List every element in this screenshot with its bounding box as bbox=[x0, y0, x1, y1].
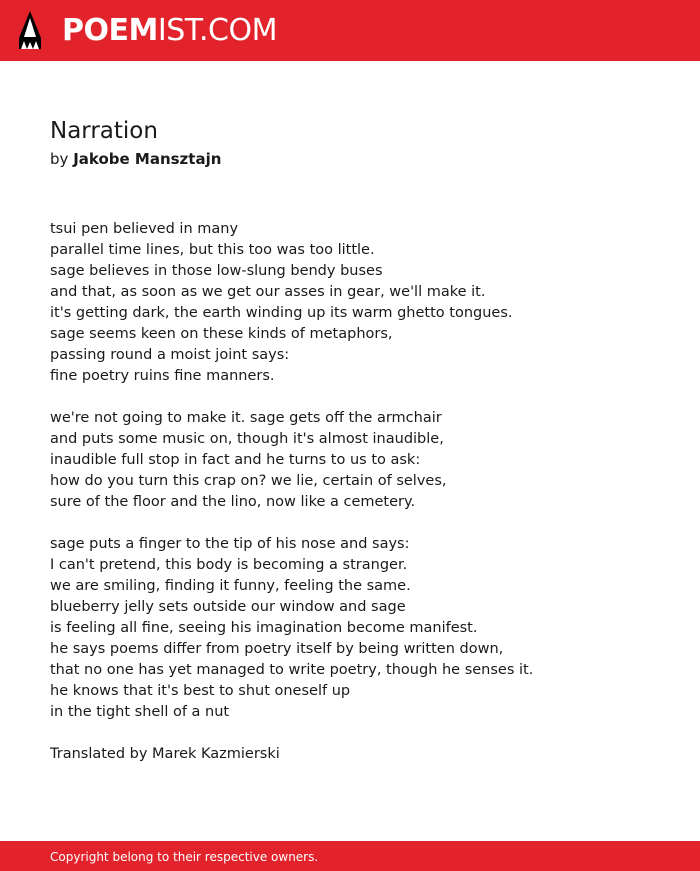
poem-line: in the tight shell of a nut bbox=[50, 704, 230, 720]
copyright-notice: Copyright belong to their respective owners. bbox=[50, 850, 319, 864]
by-label: by bbox=[50, 150, 69, 168]
poem-line: parallel time lines, but this too was too little. bbox=[50, 242, 375, 258]
site-header bbox=[0, 0, 700, 61]
poem-line: sage seems keen on these kinds of metaphors, bbox=[50, 326, 393, 342]
site-footer bbox=[0, 841, 700, 871]
poem-line: he says poems differ from poetry itself by being written down, bbox=[50, 641, 504, 657]
translator-credit: Translated by Marek Kazmierski bbox=[50, 746, 280, 762]
poem-line: sage believes in those low-slung bendy buses bbox=[50, 263, 383, 279]
site-logo[interactable] bbox=[62, 13, 277, 49]
poem-line: blueberry jelly sets outside our window and sage bbox=[50, 599, 406, 615]
poem-line: it's getting dark, the earth winding up its warm ghetto tongues. bbox=[50, 305, 513, 321]
poem-body bbox=[50, 219, 670, 723]
stanza-break bbox=[50, 513, 670, 534]
poem-line: that no one has yet managed to write poetry, though he senses it. bbox=[50, 662, 534, 678]
poem-line: inaudible full stop in fact and he turns to us to ask: bbox=[50, 452, 421, 468]
poem-line: we are smiling, finding it funny, feeling the same. bbox=[50, 578, 411, 594]
poem-line: he knows that it's best to shut oneself up bbox=[50, 683, 351, 699]
poem-line: we're not going to make it. sage gets off the armchair bbox=[50, 410, 442, 426]
poem-line: I can't pretend, this body is becoming a stranger. bbox=[50, 557, 408, 573]
logo-bold-part: POEM bbox=[62, 13, 158, 48]
pencil-tip-icon[interactable] bbox=[18, 10, 42, 50]
poem-line: fine poetry ruins fine manners. bbox=[50, 368, 275, 384]
poem-line: passing round a moist joint says: bbox=[50, 347, 290, 363]
logo-light-part: IST.COM bbox=[157, 13, 277, 48]
poem-line: sage puts a finger to the tip of his nose and says: bbox=[50, 536, 410, 552]
poem-line: tsui pen believed in many bbox=[50, 221, 239, 237]
author-name: Jakobe Mansztajn bbox=[73, 150, 222, 168]
stanza-break bbox=[50, 387, 670, 408]
poem-line: sure of the floor and the lino, now like a cemetery. bbox=[50, 494, 416, 510]
byline bbox=[50, 148, 221, 170]
poem-line: and that, as soon as we get our asses in gear, we'll make it. bbox=[50, 284, 486, 300]
poem-title: Narration bbox=[50, 118, 158, 144]
poem-line: and puts some music on, though it's almost inaudible, bbox=[50, 431, 444, 447]
poem-line: is feeling all fine, seeing his imagination become manifest. bbox=[50, 620, 478, 636]
poem-line: how do you turn this crap on? we lie, certain of selves, bbox=[50, 473, 447, 489]
